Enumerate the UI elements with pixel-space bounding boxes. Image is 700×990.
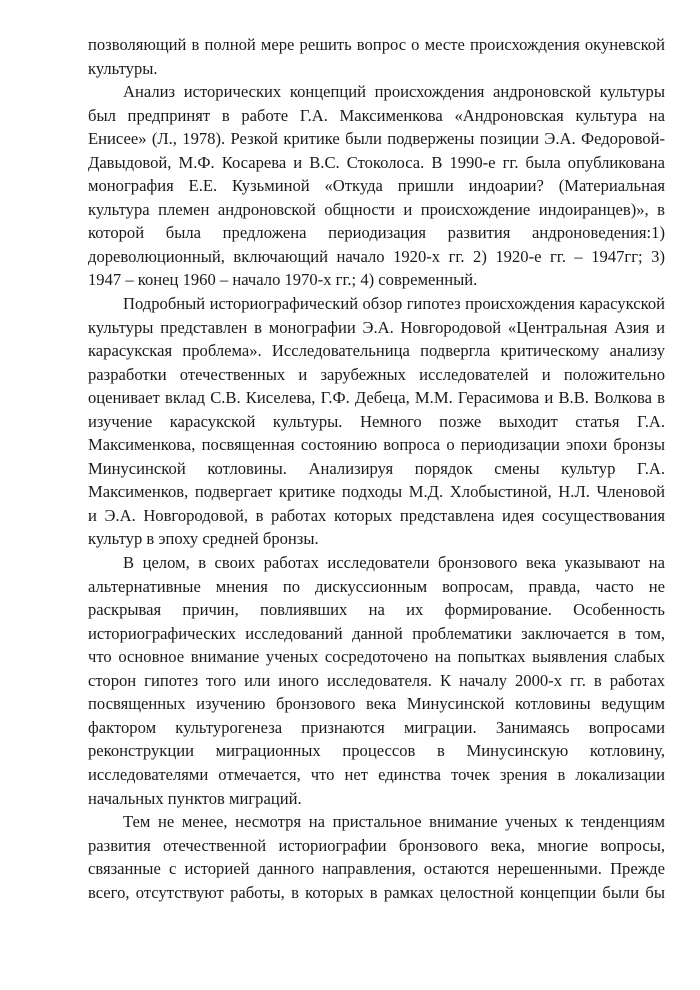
text-line: Енисее» (Л., 1978). Резкой критике были подвержены позиции Э.А. Федоровой- xyxy=(88,129,665,149)
text-line: позволяющий в полной мере решить вопрос о месте происхождения окуневской xyxy=(88,35,665,54)
paragraph xyxy=(88,292,665,551)
text-line: реконструкции миграционных процессов в Минусинскую котловину, xyxy=(88,741,665,761)
paragraph xyxy=(88,80,665,292)
text-line: исследователями отмечается, что нет единства точек зрения в локализации xyxy=(88,764,665,784)
text-line: оценивает вклад С.В. Киселева, Г.Ф. Дебеца, М.М. Герасимова и В.В. Волкова в xyxy=(88,388,665,408)
text-line: что основное внимание ученых сосредоточено на попытках выявления слабых xyxy=(88,647,665,667)
text-line: культуры. xyxy=(88,58,158,78)
text-line: Максименков, подвергает критике подходы М.Д. Хлобыстиной, Н.Л. Членовой xyxy=(88,482,665,502)
paragraph xyxy=(88,551,665,810)
text-line: монография Е.Е. Кузьминой «Откуда пришли индоарии? (Материальная xyxy=(88,176,665,196)
text-line: был предпринят в работе Г.А. Максименкова «Андроновская культура на xyxy=(88,105,665,125)
text-line: Максименкова, посвященная состоянию вопроса о периодизации эпохи бронзы xyxy=(88,435,665,455)
text-line: культуры представлен в монографии Э.А. Новгородовой «Центральная Азия и xyxy=(88,317,665,337)
text-line: разработки отечественных и зарубежных исследователей и положительно xyxy=(88,364,665,384)
paragraph xyxy=(88,33,665,80)
text-line: связанные с историей данного направления, остаются нерешенными. Прежде xyxy=(88,859,665,879)
text-line: всего, отсутствуют работы, в которых в рамках целостной концепции были бы xyxy=(88,882,665,902)
text-line: В целом, в своих работах исследователи бронзового века указывают на xyxy=(123,553,665,573)
text-line: Подробный историографический обзор гипотез происхождения карасукской xyxy=(123,294,665,314)
text-line: Анализ исторических концепций происхождения андроновской культуры xyxy=(123,82,665,102)
text-line: культура племен андроновской общности и происхождение индоиранцев)», в xyxy=(88,199,665,219)
paragraph xyxy=(88,810,665,904)
text-line: историографических исследований данной проблематики заключается в том, xyxy=(88,623,665,643)
text-line: начальных пунктов миграций. xyxy=(88,788,302,808)
text-line: которой была предложена периодизация развития андроноведения:1) xyxy=(88,223,665,243)
document-page xyxy=(88,33,665,904)
text-line: дореволюционный, включающий начало 1920-х гг. 2) 1920-е гг. – 1947гг; 3) xyxy=(88,246,665,266)
text-line: культур в эпоху средней бронзы. xyxy=(88,529,319,549)
text-line: альтернативные мнения по дискуссионным вопросам, правда, часто не xyxy=(88,576,665,596)
text-line: раскрывая причин, повлиявших на их формирование. Особенность xyxy=(88,600,665,620)
text-line: фактором культурогенеза признаются миграции. Занимаясь вопросами xyxy=(88,717,665,737)
text-line: Давыдовой, М.Ф. Косарева и В.С. Стоколоса. В 1990-е гг. была опубликована xyxy=(88,152,665,172)
text-line: сторон гипотез того или иного исследователя. К началу 2000-х гг. в работах xyxy=(88,670,665,690)
text-line: и Э.А. Новгородовой, в работах которых представлена идея сосуществования xyxy=(88,505,665,525)
text-line: 1947 – конец 1960 – начало 1970-х гг.; 4) современный. xyxy=(88,270,478,290)
text-line: посвященных изучению бронзового века Минусинской котловины ведущим xyxy=(88,694,665,714)
text-line: карасукская проблема». Исследовательница подвергла критическому анализу xyxy=(88,341,665,361)
text-line: изучение карасукской культуры. Немного позже выходит статья Г.А. xyxy=(88,411,665,431)
text-line: Тем не менее, несмотря на пристальное внимание ученых к тенденциям xyxy=(123,812,665,832)
text-line: Минусинской котловины. Анализируя порядок смены культур Г.А. xyxy=(88,458,665,478)
text-line: развития отечественной историографии бронзового века, многие вопросы, xyxy=(88,835,665,855)
